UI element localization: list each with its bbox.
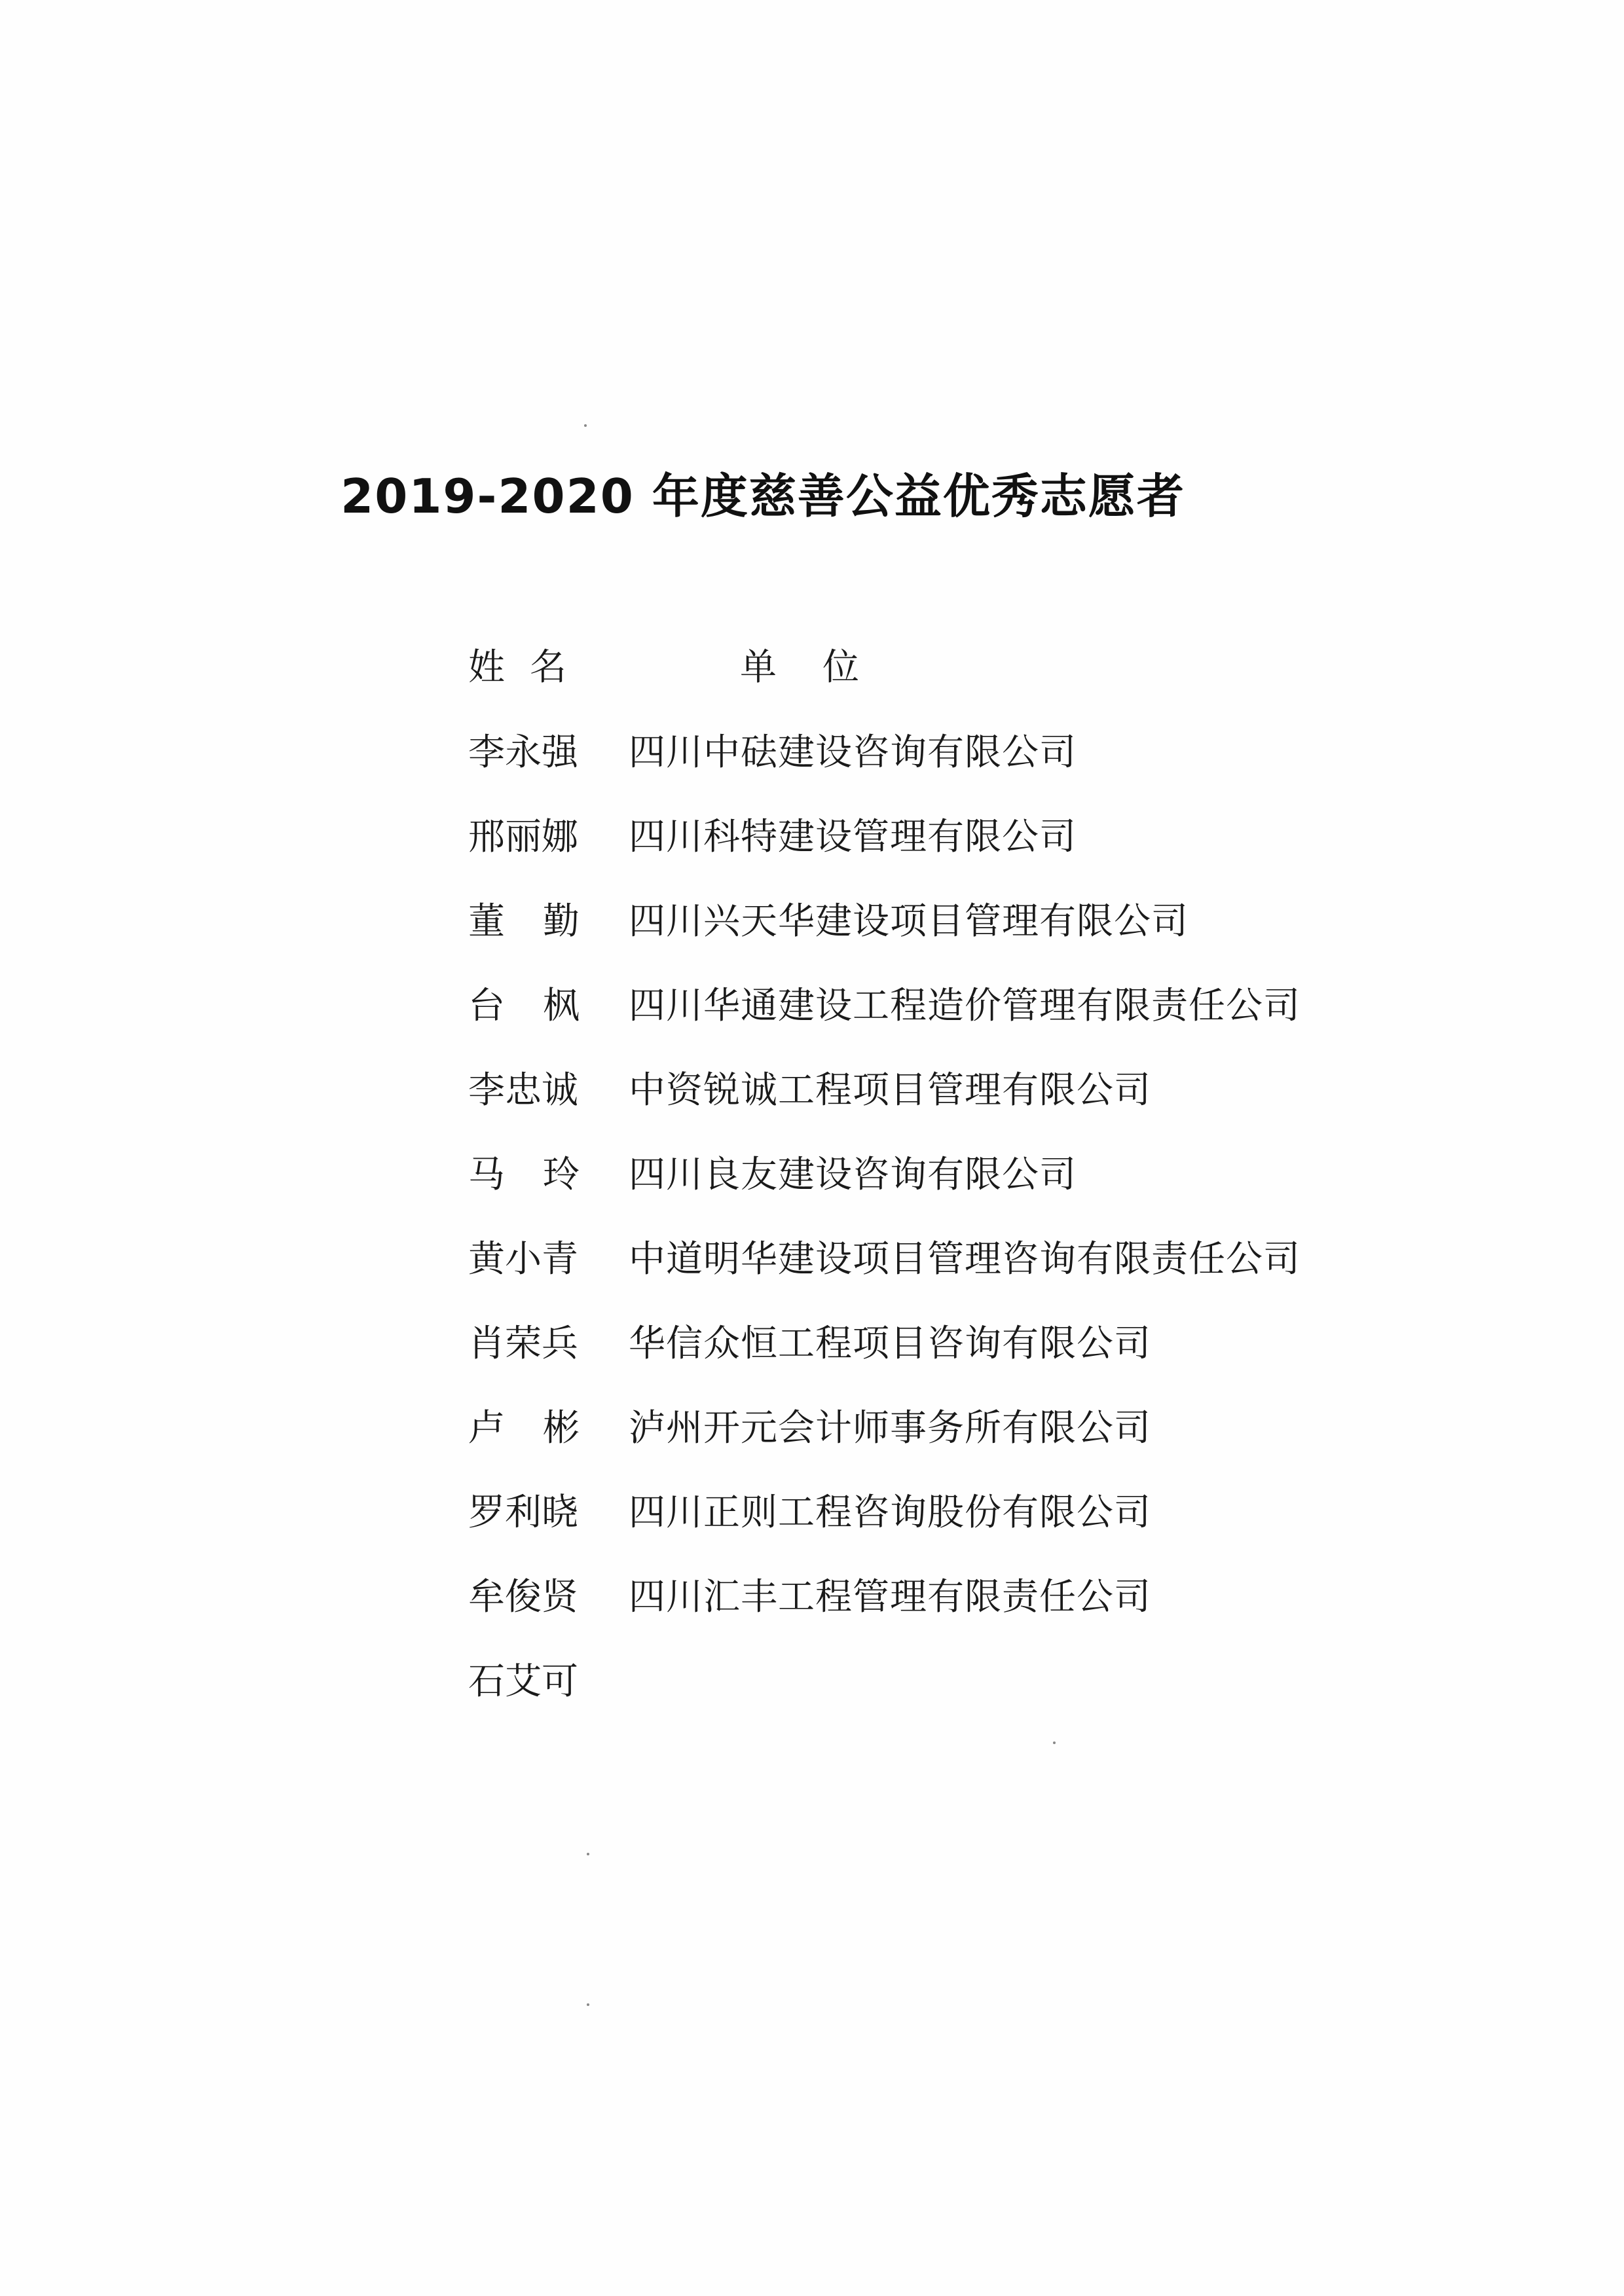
volunteer-unit: 中资锐诚工程项目管理有限公司 <box>629 1069 1151 1112</box>
list-item <box>468 892 1581 977</box>
document-title: 2019-2020 年度慈善公益优秀志愿者 <box>341 469 1185 524</box>
header-unit-label: 单位 <box>740 646 905 689</box>
volunteer-list <box>468 723 1581 1737</box>
scan-speck <box>584 424 587 427</box>
list-item <box>468 1061 1581 1146</box>
scan-speck <box>1053 1741 1056 1744</box>
volunteer-name: 牟俊贤 <box>468 1576 578 1618</box>
list-item <box>468 977 1581 1061</box>
volunteer-name: 邢丽娜 <box>468 816 578 858</box>
volunteer-unit: 中道明华建设项目管理咨询有限责任公司 <box>629 1238 1301 1281</box>
volunteer-name: 台枫 <box>468 985 618 1027</box>
table-header <box>468 638 1516 697</box>
volunteer-unit: 四川华通建设工程造价管理有限责任公司 <box>629 985 1301 1027</box>
volunteer-name: 马玲 <box>468 1154 618 1196</box>
volunteer-name: 肖荣兵 <box>468 1322 578 1365</box>
volunteer-name: 罗利晓 <box>468 1491 578 1534</box>
list-item <box>468 1484 1581 1568</box>
volunteer-unit: 四川良友建设咨询有限公司 <box>629 1154 1077 1196</box>
volunteer-unit: 四川中砝建设咨询有限公司 <box>629 731 1077 774</box>
list-item <box>468 1652 1581 1737</box>
volunteer-name: 李永强 <box>468 731 578 774</box>
volunteer-unit: 泸州开元会计师事务所有限公司 <box>629 1407 1151 1449</box>
volunteer-unit: 华信众恒工程项目咨询有限公司 <box>629 1322 1151 1365</box>
volunteer-name: 董勤 <box>468 900 618 943</box>
list-item <box>468 1568 1581 1652</box>
volunteer-name: 黄小青 <box>468 1238 578 1281</box>
scan-speck <box>587 1853 589 1855</box>
volunteer-name: 石艾可 <box>468 1660 578 1703</box>
volunteer-unit: 四川兴天华建设项目管理有限公司 <box>629 900 1189 943</box>
list-item <box>468 1315 1581 1399</box>
list-item <box>468 1399 1581 1484</box>
volunteer-unit: 四川正则工程咨询股份有限公司 <box>629 1491 1151 1534</box>
volunteer-unit: 四川汇丰工程管理有限责任公司 <box>629 1576 1151 1618</box>
volunteer-name: 李忠诚 <box>468 1069 578 1112</box>
scan-speck <box>587 2003 589 2006</box>
list-item <box>468 1146 1581 1230</box>
volunteer-unit: 四川科特建设管理有限公司 <box>629 816 1077 858</box>
list-item <box>468 808 1581 892</box>
volunteer-name: 卢彬 <box>468 1407 618 1449</box>
list-item <box>468 1230 1581 1315</box>
header-name-label: 姓名 <box>468 646 591 689</box>
list-item <box>468 723 1581 808</box>
